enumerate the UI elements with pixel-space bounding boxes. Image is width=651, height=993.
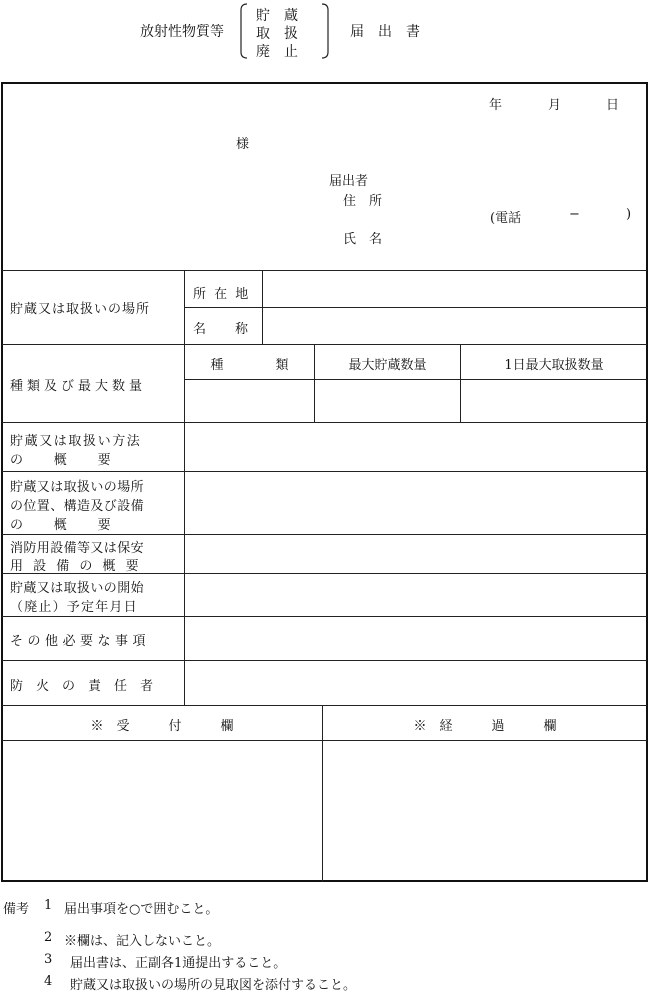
phone-close: ) xyxy=(626,207,632,222)
place-label-text: 貯蔵又は取扱いの場所 xyxy=(10,302,151,317)
title-option-storage: 貯 蔵 xyxy=(256,8,298,24)
divider xyxy=(2,660,647,661)
schedule-label-line1: 貯蔵又は取扱いの開始 xyxy=(10,581,145,596)
divider xyxy=(2,270,647,271)
fire-manager-label: 防火の責任者 xyxy=(10,679,167,694)
note-3-number: 3 xyxy=(44,952,53,967)
phone-dash: − xyxy=(569,207,580,222)
address-label: 住 所 xyxy=(343,194,383,209)
reception-column-header: ※ 受 付 欄 xyxy=(90,719,234,734)
date-year: 年 xyxy=(489,98,503,113)
note-4-text: 貯蔵又は取扱いの場所の見取図を添付すること。 xyxy=(70,978,357,993)
progress-column-header: ※ 経 過 欄 xyxy=(413,719,557,734)
divider xyxy=(2,740,647,741)
note-4-number: 4 xyxy=(44,974,53,989)
location-label: 所 在 地 xyxy=(193,287,251,302)
divider xyxy=(2,422,647,423)
method-label-line2: の 概 要 xyxy=(10,453,113,468)
schedule-label-line2: （廃止）予定年月日 xyxy=(10,600,138,615)
divider xyxy=(2,616,647,617)
note-3-text: 届出書は、正副各1通提出すること。 xyxy=(70,956,287,971)
method-label-line1: 貯蔵又は取扱い方法 xyxy=(10,434,142,449)
divider xyxy=(184,307,647,308)
notifier-label: 届出者 xyxy=(329,174,369,189)
facility-label-line2: の位置、構造及び設備 xyxy=(10,499,145,514)
phone-open: (電話 xyxy=(490,211,522,226)
note-1-number: 1 xyxy=(44,898,53,913)
title-option-handling: 取 扱 xyxy=(256,26,298,42)
form-title-prefix: 放射性物質等 xyxy=(140,24,224,40)
divider xyxy=(2,471,647,472)
divider xyxy=(2,344,647,345)
right-bracket-icon xyxy=(320,2,332,60)
note-1-text: 届出事項を○で囲むこと。 xyxy=(64,902,219,917)
fire-equipment-label-line2: 用 設 備 の 概 要 xyxy=(10,559,142,574)
divider xyxy=(2,534,647,535)
facility-name-label: 名 称 xyxy=(193,322,250,337)
note-2-text: ※欄は、記入しないこと。 xyxy=(64,934,221,949)
form-title-suffix: 届 出 書 xyxy=(350,24,420,40)
kinds-label: 種類及び最大数量 xyxy=(10,379,147,394)
date-month: 月 xyxy=(548,98,562,113)
facility-label-line1: 貯蔵又は取扱いの場所 xyxy=(10,480,145,495)
note-2-number: 2 xyxy=(44,930,53,945)
title-option-bracket xyxy=(237,2,332,60)
max-storage-column-header: 最大貯蔵数量 xyxy=(348,358,427,373)
facility-label-line3: の 概 要 xyxy=(10,518,113,533)
fire-equipment-label-line1: 消防用設備等又は保安 xyxy=(10,541,145,556)
max-daily-column-header: 1日最大取扱数量 xyxy=(504,358,604,373)
title-option-abolition: 廃 止 xyxy=(256,44,298,60)
date-day: 日 xyxy=(606,98,620,113)
kind-column-header: 種 類 xyxy=(210,358,289,373)
addressee-suffix: 様 xyxy=(236,137,250,152)
name-label: 氏 名 xyxy=(343,232,383,247)
notes-heading: 備考 xyxy=(3,902,30,917)
left-bracket-icon xyxy=(237,2,249,60)
other-label: その他必要な事項 xyxy=(10,634,151,649)
divider xyxy=(184,270,185,705)
divider xyxy=(2,705,647,706)
divider xyxy=(184,379,647,380)
divider xyxy=(262,270,263,344)
place-label xyxy=(10,298,176,317)
